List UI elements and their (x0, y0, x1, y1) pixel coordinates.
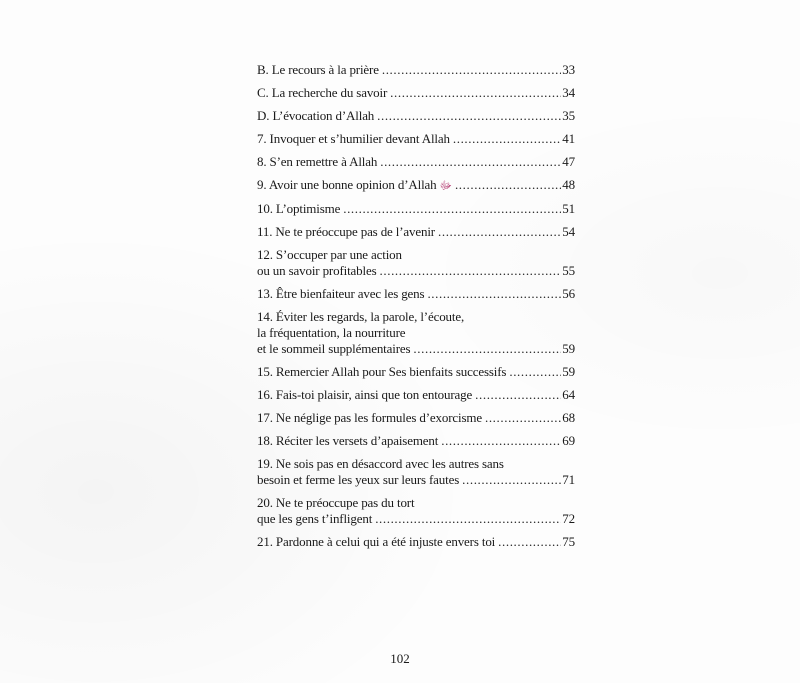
toc-entry-line (257, 325, 575, 341)
toc-page-number: 69 (562, 433, 575, 448)
toc-entry (257, 154, 575, 170)
toc-entry-line (257, 108, 575, 124)
toc-entry-line (257, 387, 575, 403)
toc-entry-title: 20. Ne te préoccupe pas du tort (257, 495, 415, 510)
toc-entry (257, 62, 575, 78)
toc-page-number: 72 (562, 511, 575, 526)
toc-entry-line (257, 534, 575, 550)
toc-page-number: 64 (562, 387, 575, 402)
toc-entry-title: 12. S’occuper par une action (257, 247, 402, 262)
toc-page-number: 56 (562, 286, 575, 301)
toc-entry-line (257, 511, 575, 527)
honorific-glyph: ﷻ (439, 180, 452, 192)
toc-entry-line (257, 131, 575, 147)
toc-entry-title: 15. Remercier Allah pour Ses bienfaits successifs (257, 364, 507, 379)
toc-entry-line (257, 495, 575, 511)
toc-entry-title: que les gens t’infligent (257, 511, 373, 526)
toc-entry-title: 21. Pardonne à celui qui a été injuste envers toi (257, 534, 496, 549)
toc-page-number: 34 (562, 85, 575, 100)
toc-entry-title: 9. Avoir une bonne opinion d’Allah (257, 177, 437, 192)
toc-entry-title: 14. Éviter les regards, la parole, l’écoute, (257, 309, 465, 324)
toc-entry-line (257, 177, 575, 194)
toc-entry-line (257, 341, 575, 357)
toc-entry-title: 11. Ne te préoccupe pas de l’avenir (257, 224, 435, 239)
dot-leader (475, 387, 561, 403)
toc-page-number: 68 (562, 410, 575, 425)
toc-entry-line (257, 456, 575, 472)
toc-entry-line (257, 263, 575, 279)
toc-entry-title: ou un savoir profitables (257, 263, 377, 278)
toc-entry (257, 286, 575, 302)
toc-entry-title: 8. S’en remettre à Allah (257, 154, 378, 169)
toc-page-number: 48 (562, 177, 575, 192)
toc-entry (257, 201, 575, 217)
toc-entry-line (257, 201, 575, 217)
dot-leader (380, 154, 561, 170)
toc-entry (257, 85, 575, 101)
toc-page-number: 51 (562, 201, 575, 216)
toc-entry-line (257, 433, 575, 449)
dot-leader (382, 62, 561, 78)
toc-entry-line (257, 62, 575, 78)
dot-leader (413, 341, 561, 357)
dot-leader (498, 534, 561, 550)
toc-entry-line (257, 472, 575, 488)
toc-entry (257, 247, 575, 279)
dot-leader (377, 108, 561, 124)
toc-entry (257, 224, 575, 240)
toc-entry (257, 364, 575, 380)
dot-leader (438, 224, 561, 240)
toc-entry (257, 387, 575, 403)
toc-entry (257, 410, 575, 426)
dot-leader (390, 85, 561, 101)
toc-page-number: 47 (562, 154, 575, 169)
toc-entry-title: la fréquentation, la nourriture (257, 325, 406, 340)
dot-leader (485, 410, 561, 426)
toc-page-number: 59 (562, 341, 575, 356)
toc-page-number: 59 (562, 364, 575, 379)
toc-entry (257, 108, 575, 124)
toc-entry-title: 10. L’optimisme (257, 201, 341, 216)
dot-leader (375, 511, 561, 527)
toc-page-number: 55 (562, 263, 575, 278)
toc-entry (257, 131, 575, 147)
dot-leader (343, 201, 561, 217)
toc-entry-title: D. L’évocation d’Allah (257, 108, 375, 123)
toc-entry (257, 495, 575, 527)
toc-entry-title: besoin et ferme les yeux sur leurs fautes (257, 472, 460, 487)
toc-entry (257, 456, 575, 488)
toc-page-number: 41 (562, 131, 575, 146)
dot-leader (380, 263, 562, 279)
toc-entry-title: et le sommeil supplémentaires (257, 341, 411, 356)
toc-entry (257, 433, 575, 449)
toc-page-number: 75 (562, 534, 575, 549)
toc-entry-title: 16. Fais-toi plaisir, ainsi que ton entourage (257, 387, 473, 402)
dot-leader (455, 177, 561, 193)
toc-entry-line (257, 410, 575, 426)
toc-page-number: 35 (562, 108, 575, 123)
toc-entry-title: B. Le recours à la prière (257, 62, 379, 77)
toc-page-number: 71 (562, 472, 575, 487)
toc-entry (257, 177, 575, 194)
toc-entry-line (257, 85, 575, 101)
dot-leader (509, 364, 561, 380)
toc-entry-line (257, 247, 575, 263)
dot-leader (462, 472, 561, 488)
toc-entry-title: C. La recherche du savoir (257, 85, 388, 100)
toc-entry-line (257, 364, 575, 380)
toc-entry-title: 19. Ne sois pas en désaccord avec les autres sans (257, 456, 504, 471)
toc-entry-line (257, 286, 575, 302)
toc-entry-title: 17. Ne néglige pas les formules d’exorcisme (257, 410, 482, 425)
dot-leader (441, 433, 561, 449)
toc-entry-title: 7. Invoquer et s’humilier devant Allah (257, 131, 450, 146)
toc-entry (257, 534, 575, 550)
toc-entry-line (257, 224, 575, 240)
page-number: 102 (390, 651, 410, 666)
toc-entry-title: 13. Être bienfaiteur avec les gens (257, 286, 425, 301)
table-of-contents (257, 62, 575, 557)
toc-entry (257, 309, 575, 357)
toc-entry-title: 18. Réciter les versets d’apaisement (257, 433, 439, 448)
toc-entry-line (257, 309, 575, 325)
toc-page-number: 54 (562, 224, 575, 239)
toc-page-number: 33 (562, 62, 575, 77)
dot-leader (453, 131, 561, 147)
toc-entry-line (257, 154, 575, 170)
dot-leader (427, 286, 561, 302)
